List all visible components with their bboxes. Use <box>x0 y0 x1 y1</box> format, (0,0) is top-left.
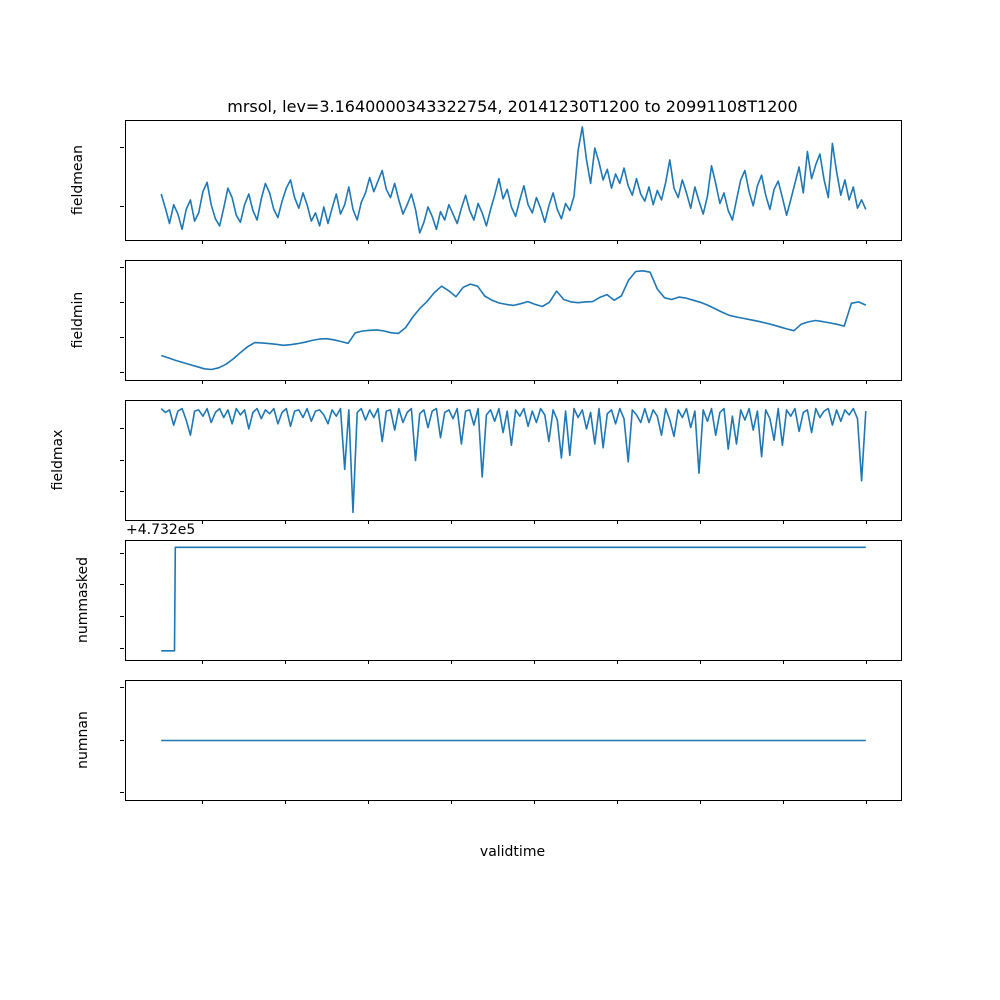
x-tick <box>617 800 618 804</box>
x-tick <box>783 240 784 244</box>
x-tick <box>285 380 286 384</box>
y-axis-label-fieldmax: fieldmax <box>50 429 66 490</box>
x-tick <box>451 380 452 384</box>
y-axis-label-numnan: numnan <box>75 710 91 769</box>
x-tick <box>866 380 867 384</box>
fieldmean-series-line <box>161 127 866 233</box>
fieldmean-plot-area <box>126 121 901 240</box>
y-tick <box>120 584 124 585</box>
y-axis-offset-text: +4.732e5 <box>126 522 196 538</box>
x-tick <box>783 660 784 664</box>
x-tick <box>783 520 784 524</box>
x-tick <box>783 380 784 384</box>
x-tick <box>285 800 286 804</box>
x-tick <box>866 240 867 244</box>
x-tick <box>866 660 867 664</box>
x-tick <box>285 240 286 244</box>
y-tick <box>120 616 124 617</box>
x-tick <box>368 380 369 384</box>
y-tick <box>120 337 124 338</box>
x-tick <box>617 380 618 384</box>
subplot-nummasked-panel <box>125 540 902 661</box>
y-tick <box>120 302 124 303</box>
y-tick <box>120 147 124 148</box>
y-tick <box>120 267 124 268</box>
y-axis-label-fieldmin: fieldmin <box>70 291 86 348</box>
x-tick <box>534 380 535 384</box>
x-tick <box>866 520 867 524</box>
x-tick <box>700 800 701 804</box>
y-tick <box>120 648 124 649</box>
x-tick <box>202 660 203 664</box>
fieldmin-series-line <box>161 271 866 370</box>
figure-title: mrsol, lev=3.1640000343322754, 20141230T1200 to 20991108T1200 <box>227 97 798 116</box>
x-tick <box>700 380 701 384</box>
y-tick <box>120 740 124 741</box>
x-tick <box>285 660 286 664</box>
x-axis-label: validtime <box>479 844 546 860</box>
numnan-plot-area <box>126 681 901 800</box>
y-tick <box>120 491 124 492</box>
x-tick <box>451 660 452 664</box>
fieldmax-series-line <box>161 409 866 513</box>
x-tick <box>368 520 369 524</box>
y-tick <box>120 460 124 461</box>
subplot-fieldmin-panel <box>125 260 902 381</box>
x-tick <box>285 520 286 524</box>
x-tick <box>202 800 203 804</box>
x-tick <box>368 800 369 804</box>
subplot-fieldmean-panel <box>125 120 902 241</box>
x-tick <box>783 800 784 804</box>
x-tick <box>700 660 701 664</box>
y-tick <box>120 428 124 429</box>
y-tick <box>120 553 124 554</box>
nummasked-plot-area <box>126 541 901 660</box>
y-tick <box>120 792 124 793</box>
nummasked-series-line <box>161 547 866 651</box>
x-tick <box>700 240 701 244</box>
subplot-numnan-panel <box>125 680 902 801</box>
y-tick <box>120 206 124 207</box>
x-tick <box>617 240 618 244</box>
x-tick <box>866 800 867 804</box>
x-tick <box>534 520 535 524</box>
x-tick <box>534 800 535 804</box>
x-tick <box>534 660 535 664</box>
x-tick <box>451 520 452 524</box>
fieldmin-plot-area <box>126 261 901 380</box>
x-tick <box>451 800 452 804</box>
x-tick <box>617 660 618 664</box>
x-tick <box>368 240 369 244</box>
x-tick <box>617 520 618 524</box>
subplot-fieldmax-panel <box>125 400 902 521</box>
x-tick <box>534 240 535 244</box>
x-tick <box>202 380 203 384</box>
fieldmax-plot-area <box>126 401 901 520</box>
y-tick <box>120 372 124 373</box>
x-tick <box>451 240 452 244</box>
y-axis-label-fieldmean: fieldmean <box>70 144 86 215</box>
x-tick <box>202 520 203 524</box>
x-tick <box>202 240 203 244</box>
y-axis-label-nummasked: nummasked <box>75 556 91 643</box>
x-tick <box>368 660 369 664</box>
y-tick <box>120 687 124 688</box>
x-tick <box>700 520 701 524</box>
